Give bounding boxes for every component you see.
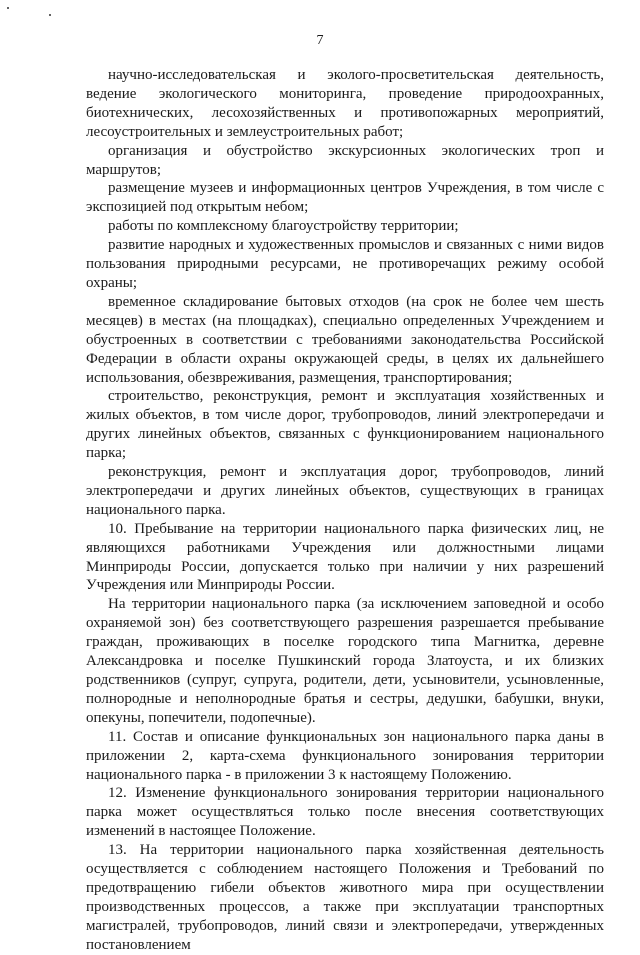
paragraph: размещение музеев и информационных центров Учреждения, в том числе с экспозицией под открытым небом; [86, 180, 604, 216]
scan-mark [49, 14, 51, 16]
paragraph: На территории национального парка (за исключением заповедной и особо охраняемой зон) без соответствующего разрешения разрешается пребывание граждан, проживающих в поселке городского типа Магнитка, деревне Александровка и поселке Пушкинский города Златоуста, и их близких родственников (супруг, супруга, родители, дети, усыновители, усыновленные, полнородные и неполнородные братья и сестры, дедушки, бабушки, внуки, опекуны, попечители, подопечные). [86, 596, 604, 726]
paragraph: 12. Изменение функционального зонирования территории национального парка может осуществляться только после внесения соответствующих изменений в настоящее Положение. [86, 785, 604, 840]
paragraph: развитие народных и художественных промыслов и связанных с ними видов пользования природными ресурсами, не противоречащих режиму особой охраны; [86, 237, 604, 291]
paragraph: 11. Состав и описание функциональных зон национального парка даны в приложении 2, карта-схема функционального зонирования территории национального парка - в приложении 3 к настоящему Положению. [86, 728, 604, 783]
scan-mark [7, 7, 9, 9]
paragraph: реконструкция, ремонт и эксплуатация дорог, трубопроводов, линий электропередачи и других линейных объектов, существующих в границах национального парка. [86, 464, 604, 518]
document-body [86, 66, 604, 955]
paragraph: 10. Пребывание на территории национального парка физических лиц, не являющихся работниками Учреждения или должностными лицами Минприроды России, допускается только при наличии у них разрешений Учреждения или Минприроды России. [86, 520, 604, 594]
paragraph: научно-исследовательская и эколого-просветительская деятельность, ведение экологического мониторинга, проведение природоохранных, биотехнических, лесохозяйственных и противопожарных мероприятий, лесоустроительных и землеустроительных работ; [86, 67, 604, 140]
paragraph: временное складирование бытовых отходов (на срок не более чем шесть месяцев) в местах (на площадках), специально определенных Учреждением и обустроенных в соответствии с требованиями законодательства Российской Федерации в области охраны окружающей среды, в целях их дальнейшего использования, обезвреживания, размещения, транспортирования; [86, 293, 604, 386]
paragraph: работы по комплексному благоустройству территории; [108, 218, 459, 235]
page-number: 7 [316, 33, 324, 48]
paragraph: строительство, реконструкция, ремонт и эксплуатация хозяйственных и жилых объектов, в том числе дорог, трубопроводов, линий электропередачи и других линейных объектов, связанных с функционированием национального парка; [86, 388, 604, 462]
paragraph: 13. На территории национального парка хозяйственная деятельность осуществляется с соблюдением настоящего Положения и Требований по предотвращению гибели объектов животного мира при осуществлении производственных процессов, а также при эксплуатации транспортных магистралей, трубопроводов, линий связи и электропередачи, утвержденных постановлением [86, 842, 604, 953]
paragraph: организация и обустройство экскурсионных экологических троп и маршрутов; [86, 142, 604, 178]
